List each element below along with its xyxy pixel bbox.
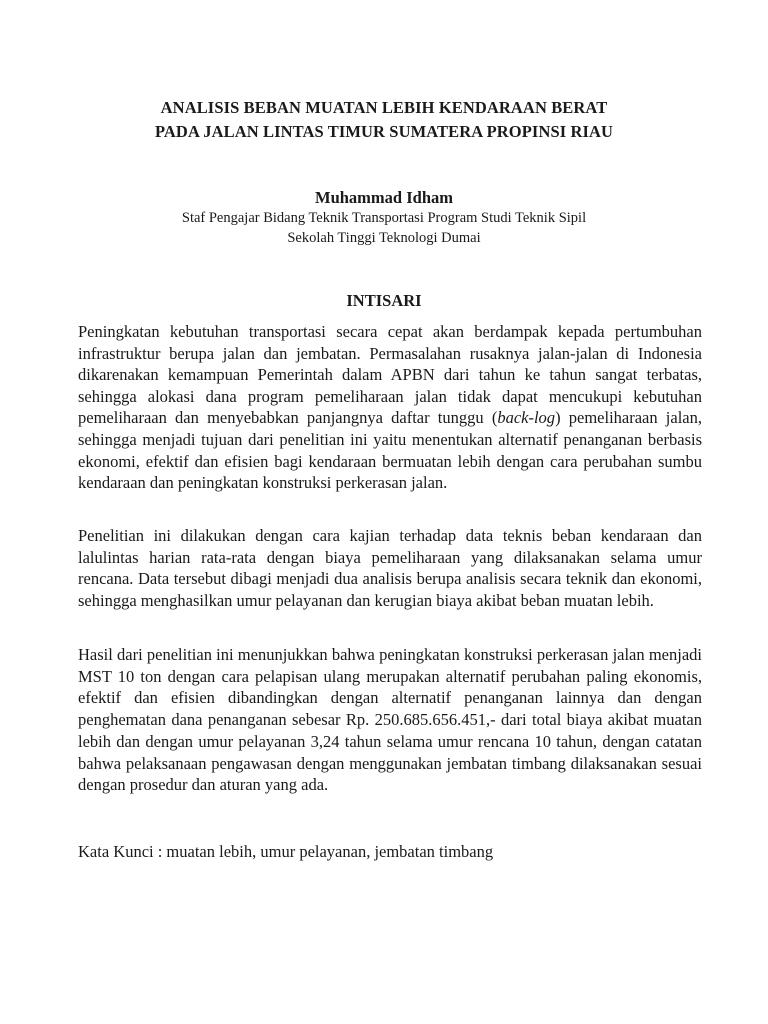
paragraph-1-italic-term: back-log <box>497 408 556 428</box>
paper-title-line-2: PADA JALAN LINTAS TIMUR SUMATERA PROPINSI RIAU <box>154 122 614 141</box>
author-affiliation <box>0 208 768 248</box>
paragraph-1-text-a: Peningkatan kebutuhan transportasi secara cepat akan berdampak kepada pertumbuhan infrastruktur berupa jalan dan jembatan. Permasalahan rusaknya jalan-jalan di Indonesia dikarenakan kemampuan Pemerintah dalam APBN dari tahun ke tahun sangat terbatas, sehingga alokasi dana program pemeliharaan jalan tidak dapat mencukupi kebutuhan pemeliharaan dan menyebabkan panjangnya daftar tunggu ( <box>78 322 702 428</box>
abstract-paragraph-3: Hasil dari penelitian ini menunjukkan bahwa peningkatan konstruksi perkerasan jalan menjadi MST 10 ton dengan cara pelapisan ulang merupakan alternatif perubahan paling ekonomis, efektif dan efisien dibandingkan dengan alternatif penanganan lainnya dan dengan penghematan dana penanganan sebesar Rp. 250.685.656.451,- dari total biaya akibat muatan lebih dan dengan umur pelayanan 3,24 tahun selama umur rencana 10 tahun, dengan catatan bahwa pelaksanaan pengawasan dengan menggunakan jembatan timbang dilaksanakan sesuai dengan prosedur dan aturan yang ada. <box>78 645 702 795</box>
paper-title <box>0 96 768 144</box>
abstract-heading: INTISARI <box>346 291 422 310</box>
affiliation-line-1: Staf Pengajar Bidang Teknik Transportasi Program Studi Teknik Sipil <box>181 210 587 226</box>
abstract-paragraph-2: Penelitian ini dilakukan dengan cara kajian terhadap data teknis beban kendaraan dan lalulintas harian rata-rata dengan biaya pemeliharaan yang dilaksanakan selama umur rencana. Data tersebut dibagi menjadi dua analisis berupa analisis secara teknik dan ekonomi, sehingga menghasilkan umur pelayanan dan kerugian biaya akibat beban muatan lebih. <box>78 526 702 610</box>
paragraph-1-text-b: ) pemeliharaan jalan, sehingga menjadi tujuan dari penelitian ini yaitu menentukan alternatif penanganan berbasis ekonomi, efektif dan efisien bagi kendaraan bermuatan lebih dengan cara perubahan sumbu kendaraan dan peningkatan konstruksi perkerasan jalan. <box>78 408 702 493</box>
author-name: Muhammad Idham <box>315 188 453 207</box>
affiliation-line-2: Sekolah Tinggi Teknologi Dumai <box>287 230 481 246</box>
paper-title-line-1: ANALISIS BEBAN MUATAN LEBIH KENDARAAN BERAT <box>160 98 608 117</box>
abstract-paragraph-1 <box>78 321 702 494</box>
keywords: Kata Kunci : muatan lebih, umur pelayanan, jembatan timbang <box>78 842 494 861</box>
